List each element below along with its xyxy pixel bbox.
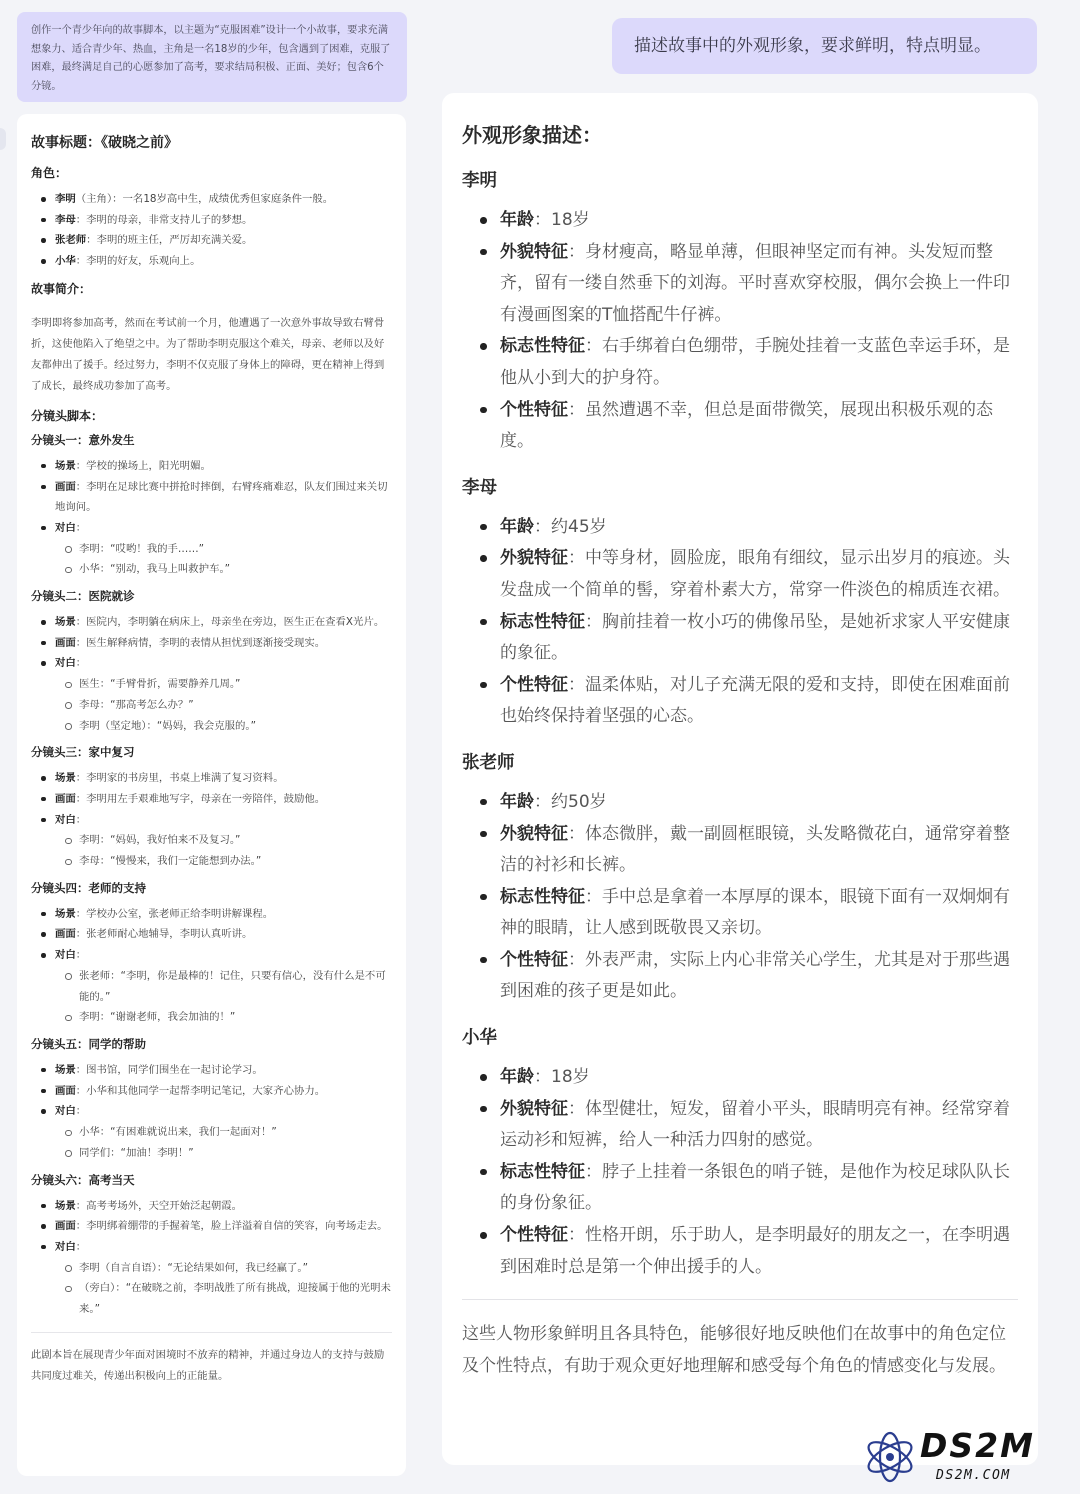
scene-dialogue-label: 对白	[55, 1105, 76, 1118]
scene-details	[31, 1196, 392, 1320]
scene-picture-text: ：小华和其他同学一起帮李明记笔记，大家齐心协力。	[75, 1084, 326, 1097]
trait-label: 外貌特征	[500, 241, 568, 262]
dialogue-lines	[55, 539, 392, 580]
scene-setting	[31, 612, 392, 633]
assistant-response-appearance	[442, 93, 1038, 1465]
scene-dialogue	[31, 653, 392, 736]
trait-text: ：中等身材，圆脸庞，眼角有细纹，显示出岁月的痕迹。头发盘成一个简单的髻，穿着朴素大方，常穿一件淡色的棉质连衣裙。	[500, 548, 1010, 600]
intro-paragraph: 李明即将参加高考，然而在考试前一个月，他遭遇了一次意外事故导致右臂骨折，这使他陷入了绝望之中。为了帮助李明克服这个难关，母亲、老师以及好友都伸出了援手。经过努力，李明不仅克服了身体上的障碍，更在精神上得到了成长，最终成功参加了高考。	[31, 316, 385, 392]
trait-label: 标志性特征	[500, 336, 585, 357]
trait-text: ：脖子上挂着一条银色的哨子链，是他作为校足球队队长的身份象征。	[500, 1161, 1010, 1214]
trait-label: 标志性特征	[500, 611, 585, 632]
scene-picture-label: 画面	[55, 1084, 76, 1097]
user-message-1	[17, 12, 407, 102]
dialogue-line: 小华：“有困难就说出来，我们一起面对！”	[55, 1122, 392, 1143]
character-name: 李母	[462, 477, 497, 498]
scene-dialogue-colon: ：	[75, 657, 87, 670]
dialogue-lines	[55, 1122, 392, 1163]
scene-picture-text: ：张老师耐心地辅导，李明认真听讲。	[75, 928, 253, 941]
scene-dialogue	[31, 1237, 392, 1320]
scene-setting-label: 场景	[55, 772, 76, 785]
trait-text: ：温柔体贴，对儿子充满无限的爱和支持，即使在困难面前也始终保持着坚强的心态。	[500, 674, 1010, 727]
role-item	[31, 230, 392, 251]
scene-dialogue-colon: ：	[75, 949, 87, 962]
trait-label: 外貌特征	[500, 1098, 568, 1119]
scene-setting-label: 场景	[55, 1199, 76, 1212]
scene-setting	[31, 456, 392, 477]
role-desc: ：李明的母亲，非常支持儿子的梦想。	[75, 213, 253, 226]
scene-title: 分镜头二：医院就诊	[31, 589, 135, 604]
character-traits	[462, 787, 1018, 1008]
dialogue-line: 李母：“慢慢来，我们一定能想到办法。”	[55, 851, 392, 872]
characters-container	[462, 167, 1018, 1283]
character-traits	[462, 1062, 1018, 1283]
character-trait	[462, 543, 1018, 606]
dialogue-lines	[55, 830, 392, 871]
dialogue-lines	[55, 1258, 392, 1320]
scene-title: 分镜头三：家中复习	[31, 745, 135, 760]
scenes-container	[31, 432, 392, 1320]
trait-text: ：约50岁	[534, 791, 607, 812]
scene-picture-label: 画面	[55, 1220, 76, 1233]
character-trait	[462, 512, 1018, 544]
scene-setting-label: 场景	[55, 459, 76, 472]
character-trait	[462, 1062, 1018, 1094]
scene-picture-label: 画面	[55, 792, 76, 805]
dialogue-line: 张老师：“李明，你是最棒的！记住，只要有信心，没有什么是不可能的。”	[55, 966, 392, 1007]
character-trait	[462, 1157, 1018, 1220]
trait-text: ：胸前挂着一枚小巧的佛像吊坠，是她祈求家人平安健康的象征。	[500, 611, 1010, 664]
scene-details	[31, 904, 392, 1028]
trait-text: ：手中总是拿着一本厚厚的课本，眼镜下面有一双炯炯有神的眼睛，让人感到既敬畏又亲切。	[500, 886, 1010, 939]
scene-title: 分镜头五：同学的帮助	[31, 1036, 146, 1051]
scene-setting	[31, 1196, 392, 1217]
character-name: 小华	[462, 1028, 497, 1049]
trait-text: ：18岁	[534, 1067, 590, 1088]
scene-picture-label: 画面	[55, 636, 76, 649]
character-trait	[462, 945, 1018, 1008]
roles-heading: 角色：	[31, 166, 68, 180]
scene-details	[31, 1060, 392, 1164]
dialogue-line: 李明：“妈妈，我好怕来不及复习。”	[55, 830, 392, 851]
scene-picture	[31, 789, 392, 810]
scene-dialogue-label: 对白	[55, 813, 76, 826]
watermark-text: DS2M	[920, 1426, 1035, 1465]
scene-details	[31, 456, 392, 580]
dialogue-line: 李明（坚定地）：“妈妈，我会克服的。”	[55, 716, 392, 737]
scene-setting-text: ：图书馆，同学们围坐在一起讨论学习。	[75, 1063, 263, 1076]
character-trait	[462, 819, 1018, 882]
trait-text: ：性格开朗，乐于助人，是李明最好的朋友之一，在李明遇到困难时总是第一个伸出援手的人。	[500, 1225, 1010, 1277]
trait-text: ：身材瘦高，略显单薄，但眼神坚定而有神。头发短而整齐，留有一缕自然垂下的刘海。平时喜欢穿校服，偶尔会换上一件印有漫画图案的T恤搭配牛仔裤。	[500, 241, 1010, 325]
role-desc: ：李明的班主任，严厉却充满关爱。	[86, 234, 253, 247]
scene-dialogue-colon: ：	[75, 1240, 87, 1253]
dialogue-line: 李明：“哎哟！我的手……”	[55, 539, 392, 560]
dialogue-line: 医生：“手臂骨折，需要静养几周。”	[55, 674, 392, 695]
scene-setting-text: ：医院内，李明躺在病床上，母亲坐在旁边，医生正在查看X光片。	[75, 616, 385, 629]
scene-setting-label: 场景	[55, 907, 76, 920]
scene-picture-label: 画面	[55, 928, 76, 941]
divider	[462, 1299, 1018, 1300]
dialogue-line: 李母：“那高考怎么办？”	[55, 695, 392, 716]
story-title: 故事标题：《破晓之前》	[31, 135, 178, 151]
role-item	[31, 210, 392, 231]
role-desc: ：李明的好友，乐观向上。	[75, 255, 201, 268]
scene-dialogue-colon: ：	[75, 521, 87, 534]
scene-details	[31, 768, 392, 872]
character-traits	[462, 512, 1018, 733]
intro-heading: 故事简介：	[31, 281, 92, 296]
role-name: 张老师	[55, 234, 87, 247]
trait-text: ：外表严肃，实际上内心非常关心学生，尤其是对于那些遇到困难的孩子更是如此。	[500, 949, 1010, 1002]
role-item	[31, 189, 392, 210]
character-trait	[462, 395, 1018, 458]
scene-picture-text: ：李明在足球比赛中拼抢时摔倒，右臂疼痛难忍，队友们围过来关切地询问。	[55, 480, 388, 514]
trait-label: 标志性特征	[500, 886, 585, 907]
trait-text: ：虽然遭遇不幸，但总是面带微笑，展现出积极乐观的态度。	[500, 399, 993, 452]
appearance-summary: 这些人物形象鲜明且各具特色，能够很好地反映他们在故事中的角色定位及个性特点，有助于观众更好地理解和感受每个角色的情感变化与发展。	[462, 1324, 1006, 1377]
trait-text: ：体态微胖，戴一副圆框眼镜，头发略微花白，通常穿着整洁的衬衫和长裤。	[500, 823, 1010, 876]
scene-setting-label: 场景	[55, 616, 76, 629]
dialogue-line: 李明：“谢谢老师，我会加油的！”	[55, 1007, 392, 1028]
user-message-2	[612, 18, 1037, 74]
trait-text: ：约45岁	[534, 516, 607, 537]
scene-picture-text: ：李明绑着绷带的手握着笔，脸上洋溢着自信的笑容，向考场走去。	[75, 1220, 388, 1233]
scene-setting-text: ：高考考场外，天空开始泛起朝霞。	[75, 1199, 243, 1212]
character-trait	[462, 1094, 1018, 1157]
dialogue-line: 小华：“别动，我马上叫救护车。”	[55, 559, 392, 580]
watermark-url: DS2M.COM	[936, 1468, 1011, 1483]
character-trait	[462, 331, 1018, 394]
dialogue-lines	[55, 966, 392, 1028]
user-message-2-text: 描述故事中的外观形象，要求鲜明，特点明显。	[634, 36, 991, 56]
scene-dialogue-colon: ：	[75, 1105, 87, 1118]
dialogue-lines	[55, 674, 392, 736]
scene-dialogue	[31, 518, 392, 580]
scene-picture	[31, 924, 392, 945]
trait-text: ：右手绑着白色绷带，手腕处挂着一支蓝色幸运手环，是他从小到大的护身符。	[500, 336, 1010, 388]
trait-label: 个性特征	[500, 674, 568, 695]
trait-label: 外貌特征	[500, 548, 568, 569]
trait-text: ：体型健壮，短发，留着小平头，眼睛明亮有神。经常穿着运动衫和短裤，给人一种活力四射的感觉。	[500, 1098, 1010, 1151]
character-name: 张老师	[462, 752, 515, 773]
trait-label: 年龄	[500, 791, 534, 812]
scene-setting-text: ：学校的操场上，阳光明媚。	[75, 459, 211, 472]
character-name: 李明	[462, 171, 497, 191]
character-traits	[462, 205, 1018, 458]
scene-setting-text: ：李明家的书房里，书桌上堆满了复习资料。	[75, 772, 284, 785]
script-heading: 分镜头脚本：	[31, 408, 104, 423]
scene-setting	[31, 768, 392, 789]
scene-picture	[31, 477, 392, 518]
divider	[31, 1332, 392, 1333]
dialogue-line: 李明（自言自语）：“无论结果如何，我已经赢了。”	[55, 1258, 392, 1279]
role-name: 李明	[55, 193, 76, 205]
character-trait	[462, 1220, 1018, 1283]
character-trait	[462, 882, 1018, 945]
scene-dialogue	[31, 1101, 392, 1163]
scroll-edge-tab	[0, 128, 6, 150]
trait-label: 个性特征	[500, 399, 568, 420]
scene-dialogue-label: 对白	[55, 657, 76, 670]
scene-title: 分镜头四：老师的支持	[31, 880, 146, 895]
scene-setting	[31, 1060, 392, 1081]
atom-icon	[862, 1426, 918, 1488]
role-desc: （主角）：一名18岁高中生，成绩优秀但家庭条件一般。	[75, 193, 334, 205]
role-name: 李母	[55, 213, 76, 226]
scene-picture	[31, 1216, 392, 1237]
scene-dialogue-label: 对白	[55, 1240, 76, 1253]
role-name: 小华	[55, 255, 76, 268]
character-trait	[462, 787, 1018, 819]
watermark-logo	[862, 1424, 1062, 1490]
scene-picture-text: ：李明用左手艰难地写字，母亲在一旁陪伴，鼓励他。	[75, 792, 326, 805]
character-trait	[462, 670, 1018, 733]
character-trait	[462, 205, 1018, 237]
role-item	[31, 251, 392, 272]
trait-label: 年龄	[500, 210, 534, 230]
trait-label: 标志性特征	[500, 1161, 585, 1182]
conclusion-paragraph: 此剧本旨在展现青少年面对困境时不放弃的精神，并通过身边人的支持与鼓励共同度过难关，传递出积极向上的正能量。	[31, 1348, 385, 1382]
scene-dialogue	[31, 810, 392, 872]
roles-list	[31, 189, 392, 272]
user-message-1-text: 创作一个青少年向的故事脚本，以主题为“克服困难”设计一个小故事，要求充满想象力、适合青少年、热血，主角是一名18岁的少年，包含遇到了困难，克服了困难，最终满足自己的心愿参加了高考，要求结局积极、正面、美好；包含6个分镜。	[31, 25, 391, 92]
scene-picture	[31, 1081, 392, 1102]
dialogue-line: 同学们：“加油！李明！”	[55, 1143, 392, 1164]
assistant-response-story	[17, 114, 406, 1476]
scene-title: 分镜头六：高考当天	[31, 1172, 135, 1187]
trait-label: 个性特征	[500, 949, 568, 970]
trait-text: ：18岁	[534, 210, 590, 230]
scene-setting	[31, 904, 392, 925]
scene-setting-label: 场景	[55, 1063, 76, 1076]
trait-label: 外貌特征	[500, 823, 568, 844]
character-trait	[462, 607, 1018, 670]
scene-setting-text: ：学校办公室，张老师正给李明讲解课程。	[75, 907, 274, 920]
appearance-title: 外观形象描述：	[462, 123, 602, 147]
scene-dialogue	[31, 945, 392, 1028]
dialogue-line: （旁白）：“在破晓之前，李明战胜了所有挑战，迎接属于他的光明未来。”	[55, 1278, 392, 1319]
scene-title: 分镜头一：意外发生	[31, 432, 135, 447]
scene-dialogue-label: 对白	[55, 521, 76, 534]
scene-picture-text: ：医生解释病情，李明的表情从担忧到逐渐接受现实。	[75, 636, 326, 649]
trait-label: 个性特征	[500, 1225, 568, 1246]
scene-details	[31, 612, 392, 736]
scene-picture	[31, 633, 392, 654]
scene-dialogue-colon: ：	[75, 813, 87, 826]
character-trait	[462, 237, 1018, 332]
trait-label: 年龄	[500, 516, 534, 537]
trait-label: 年龄	[500, 1067, 534, 1088]
scene-picture-label: 画面	[55, 480, 76, 493]
scene-dialogue-label: 对白	[55, 949, 76, 962]
